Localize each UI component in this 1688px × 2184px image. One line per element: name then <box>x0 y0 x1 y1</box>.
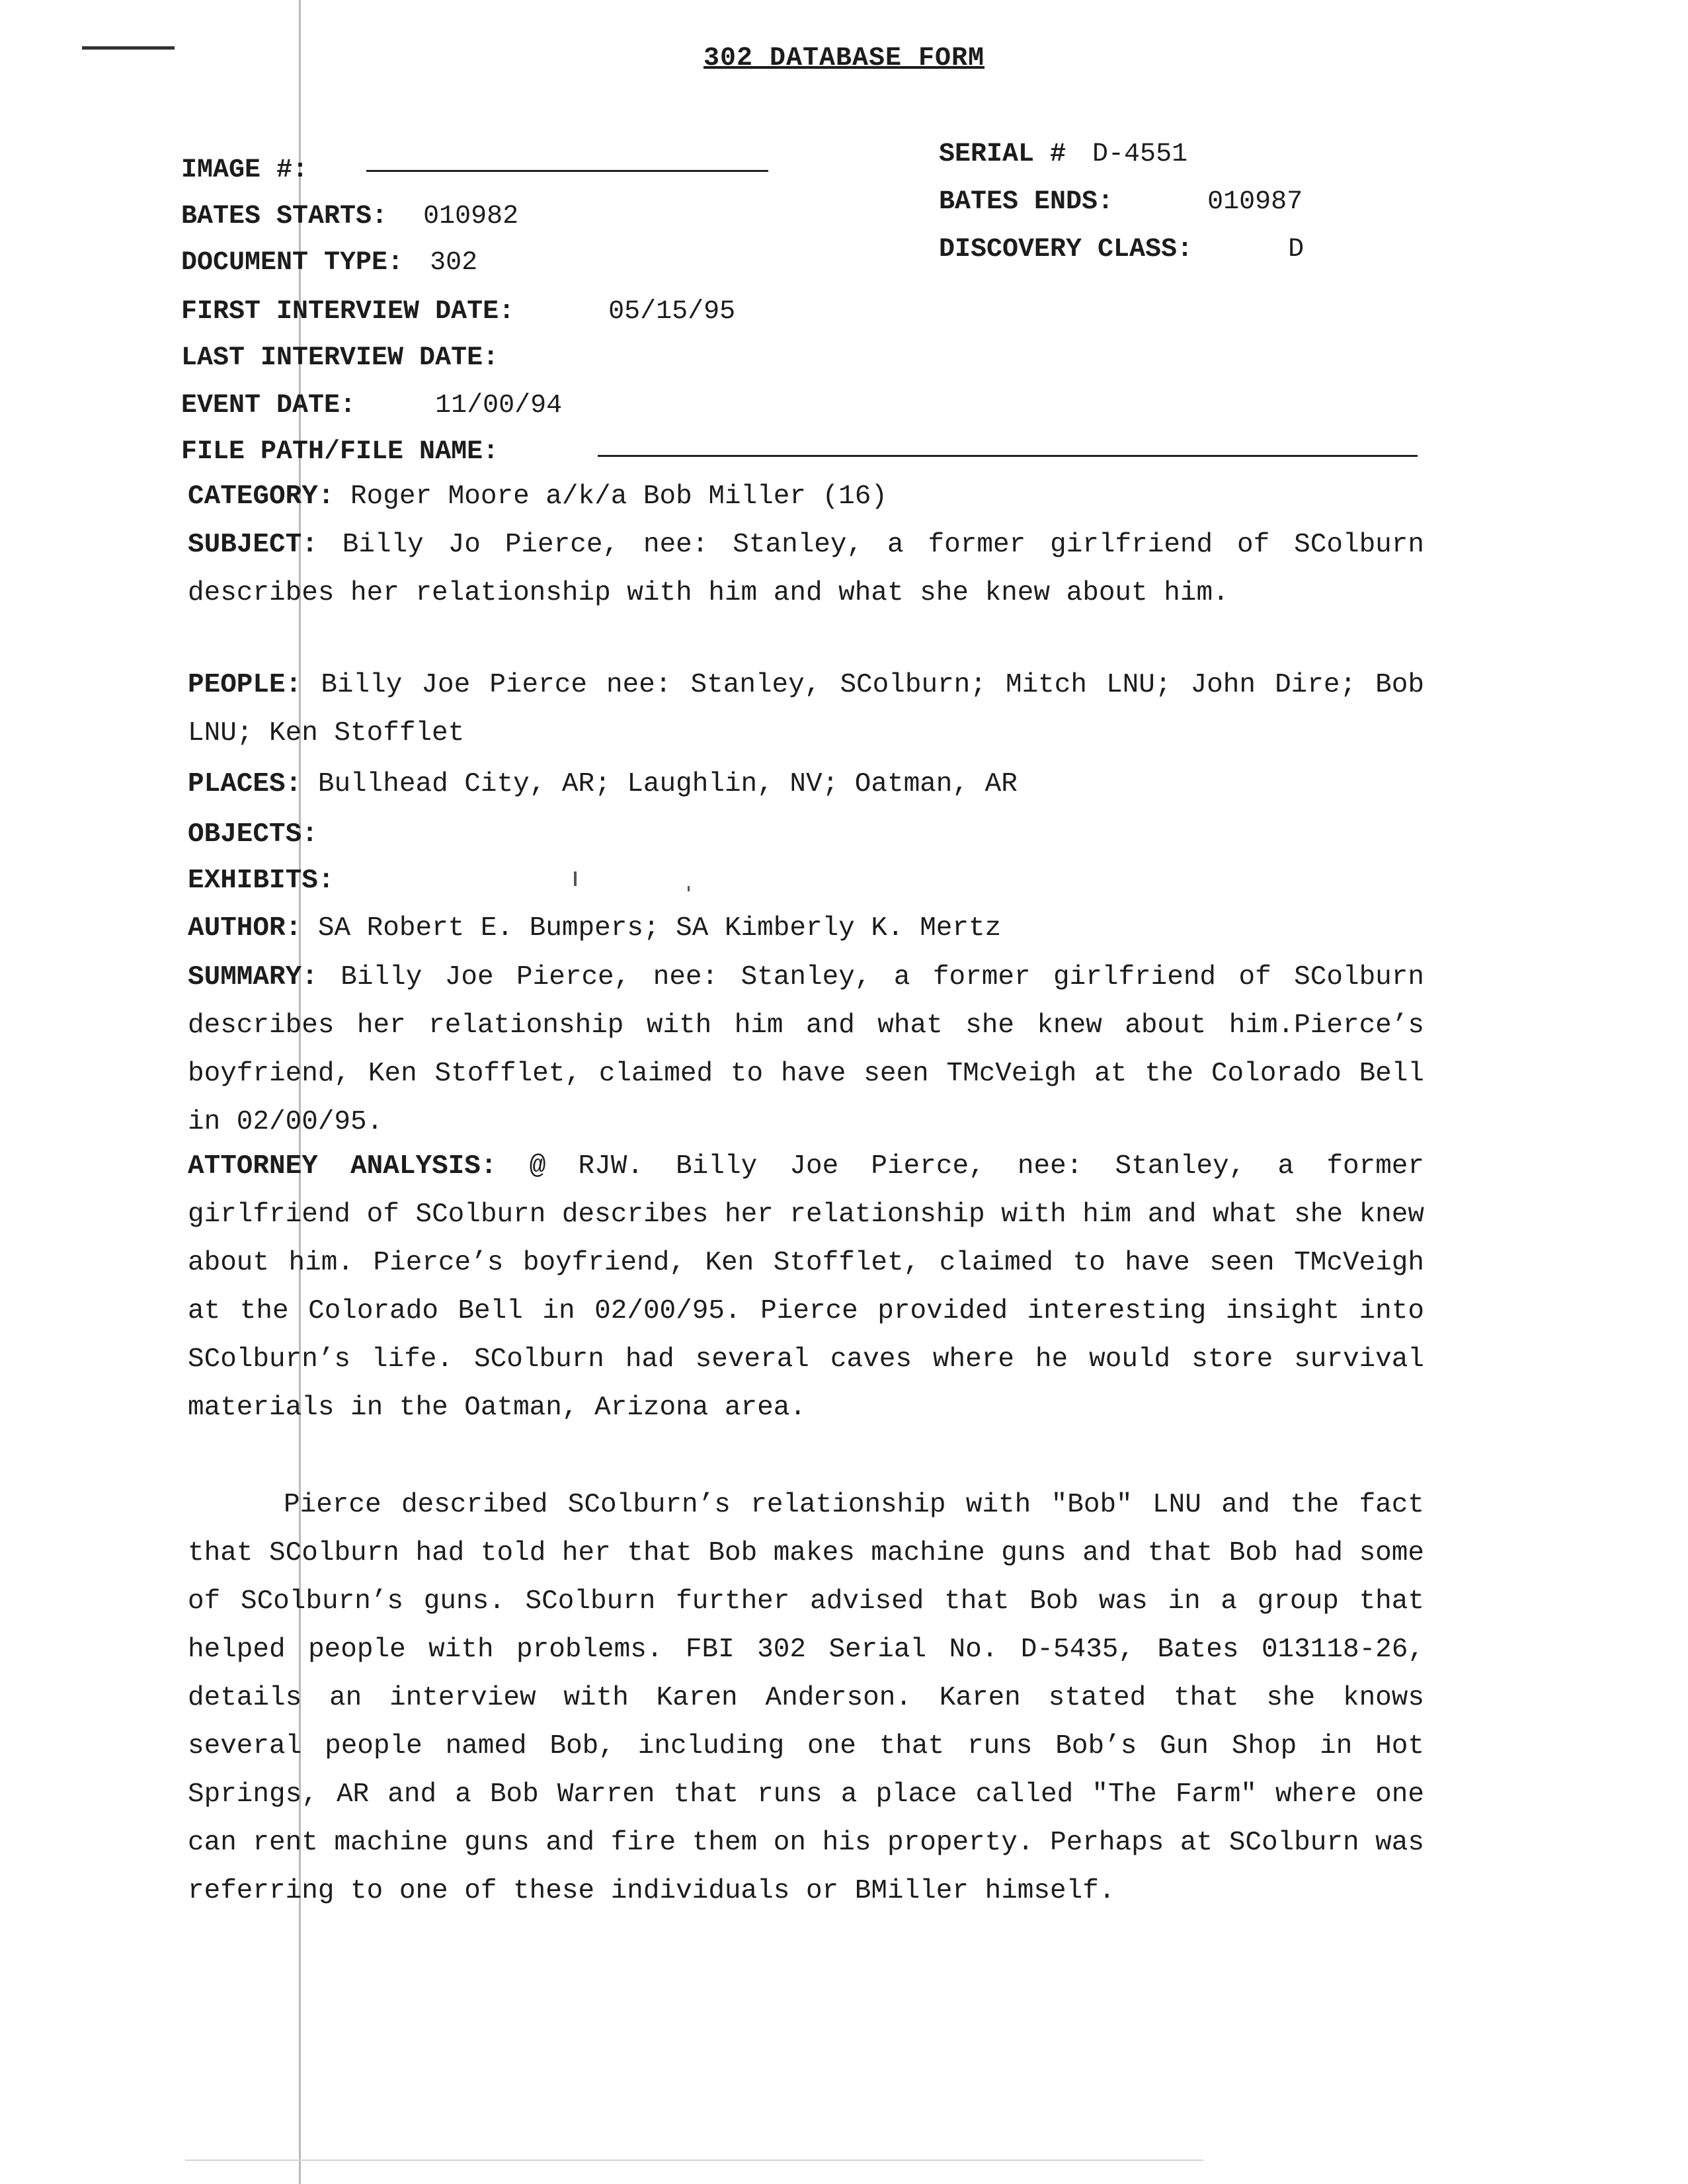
last-interview-row <box>181 341 499 376</box>
objects-label: OBJECTS: <box>188 819 318 850</box>
bates-ends-value: 010987 <box>1207 187 1303 217</box>
summary-field <box>188 953 1424 1147</box>
document-type-label: DOCUMENT TYPE: <box>181 248 404 278</box>
bates-ends-label: BATES ENDS: <box>939 187 1114 217</box>
people-field <box>188 661 1424 758</box>
bates-starts-label: BATES STARTS: <box>181 202 388 231</box>
first-interview-row <box>181 295 735 329</box>
serial-value: D-4551 <box>1092 140 1188 169</box>
file-path-blank-line <box>598 455 1418 457</box>
bates-ends-row <box>939 185 1303 220</box>
attorney-analysis-value: @ RJW. Billy Joe Pierce, nee: Stanley, a former girlfriend of SColburn describes her relationship with him and what she knew about him. Pierce’s boyfriend, Ken Stofflet, claimed to have seen TMcVeigh at the Colorado Bell in 02/00/95. Pierce provided interesting insight into SColburn’s life. SColburn had several caves where he would store survival materials in the Oatman, Arizona area. <box>188 1151 1425 1423</box>
author-value: SA Robert E. Bumpers; SA Kimberly K. Mertz <box>317 913 1002 944</box>
subject-field <box>188 521 1424 618</box>
exhibits-field <box>188 857 1424 905</box>
subject-value: Billy Jo Pierce, nee: Stanley, a former girlfriend of SColburn describes her relationship with him and what she knew about him. <box>188 530 1424 608</box>
attorney-analysis-paragraph-2: Pierce described SColburn’s relationship with "Bob" LNU and the fact that SColburn had told her that Bob makes machine guns and that Bob had some of SColburn’s guns. SColburn further advised that Bob was in a group that helped people with problems. FBI 302 Serial No. D-5435, Bates 013118-26, details an interview with Karen Anderson. Karen stated that she knows several people named Bob, including one that runs Bob’s Gun Shop in Hot Springs, AR and a Bob Warren that runs a place called "The Farm" where one can rent machine guns and fire them on his property. Perhaps at SColburn was referring to one of these individuals or BMiller himself. <box>188 1490 1424 1906</box>
summary-value: Billy Joe Pierce, nee: Stanley, a former girlfriend of SColburn describes her relationship with him and what she knew about him.Pierce’s boyfriend, Ken Stofflet, claimed to have seen TMcVeigh at the Colorado Bell in 02/00/95. <box>188 962 1424 1137</box>
discovery-class-label: DISCOVERY CLASS: <box>939 235 1193 264</box>
objects-field <box>188 811 1424 859</box>
bates-starts-row <box>181 200 518 234</box>
event-date-row <box>181 389 562 423</box>
document-type-row <box>181 246 477 280</box>
places-label: PLACES: <box>188 769 302 799</box>
subject-label: SUBJECT: <box>188 530 318 560</box>
image-number-row <box>181 153 308 188</box>
author-field <box>188 905 1424 953</box>
discovery-class-value: D <box>1288 235 1305 264</box>
discovery-class-row <box>939 233 1304 267</box>
category-label: CATEGORY: <box>188 481 335 512</box>
file-path-row <box>181 435 499 469</box>
first-interview-label: FIRST INTERVIEW DATE: <box>181 297 515 327</box>
exhibits-label: EXHIBITS: <box>188 866 335 896</box>
form-title: 302 DATABASE FORM <box>703 44 985 73</box>
serial-row <box>939 138 1187 172</box>
image-number-label: IMAGE #: <box>181 155 309 185</box>
last-interview-label: LAST INTERVIEW DATE: <box>181 343 499 373</box>
attorney-analysis-label: ATTORNEY ANALYSIS: <box>188 1151 497 1182</box>
bates-starts-value: 010982 <box>423 202 519 231</box>
event-date-value: 11/00/94 <box>435 391 563 421</box>
file-path-label: FILE PATH/FILE NAME: <box>181 437 499 467</box>
document-type-value: 302 <box>430 248 478 278</box>
event-date-label: EVENT DATE: <box>181 391 356 421</box>
image-number-blank-line <box>366 170 768 172</box>
summary-label: SUMMARY: <box>188 962 318 992</box>
scan-bottom-line <box>185 2160 1203 2161</box>
places-field <box>188 760 1424 809</box>
category-value: Roger Moore a/k/a Bob Miller (16) <box>350 481 887 512</box>
serial-label: SERIAL # <box>939 140 1066 169</box>
category-field <box>188 473 1424 521</box>
first-interview-value: 05/15/95 <box>608 297 736 327</box>
people-value: Billy Joe Pierce nee: Stanley, SColburn; Mitch LNU; John Dire; Bob LNU; Ken Stofflet <box>188 670 1424 748</box>
places-value: Bullhead City, AR; Laughlin, NV; Oatman, AR <box>317 769 1018 799</box>
author-label: AUTHOR: <box>188 913 302 944</box>
people-label: PEOPLE: <box>188 670 302 700</box>
attorney-analysis-field <box>188 1143 1424 1432</box>
